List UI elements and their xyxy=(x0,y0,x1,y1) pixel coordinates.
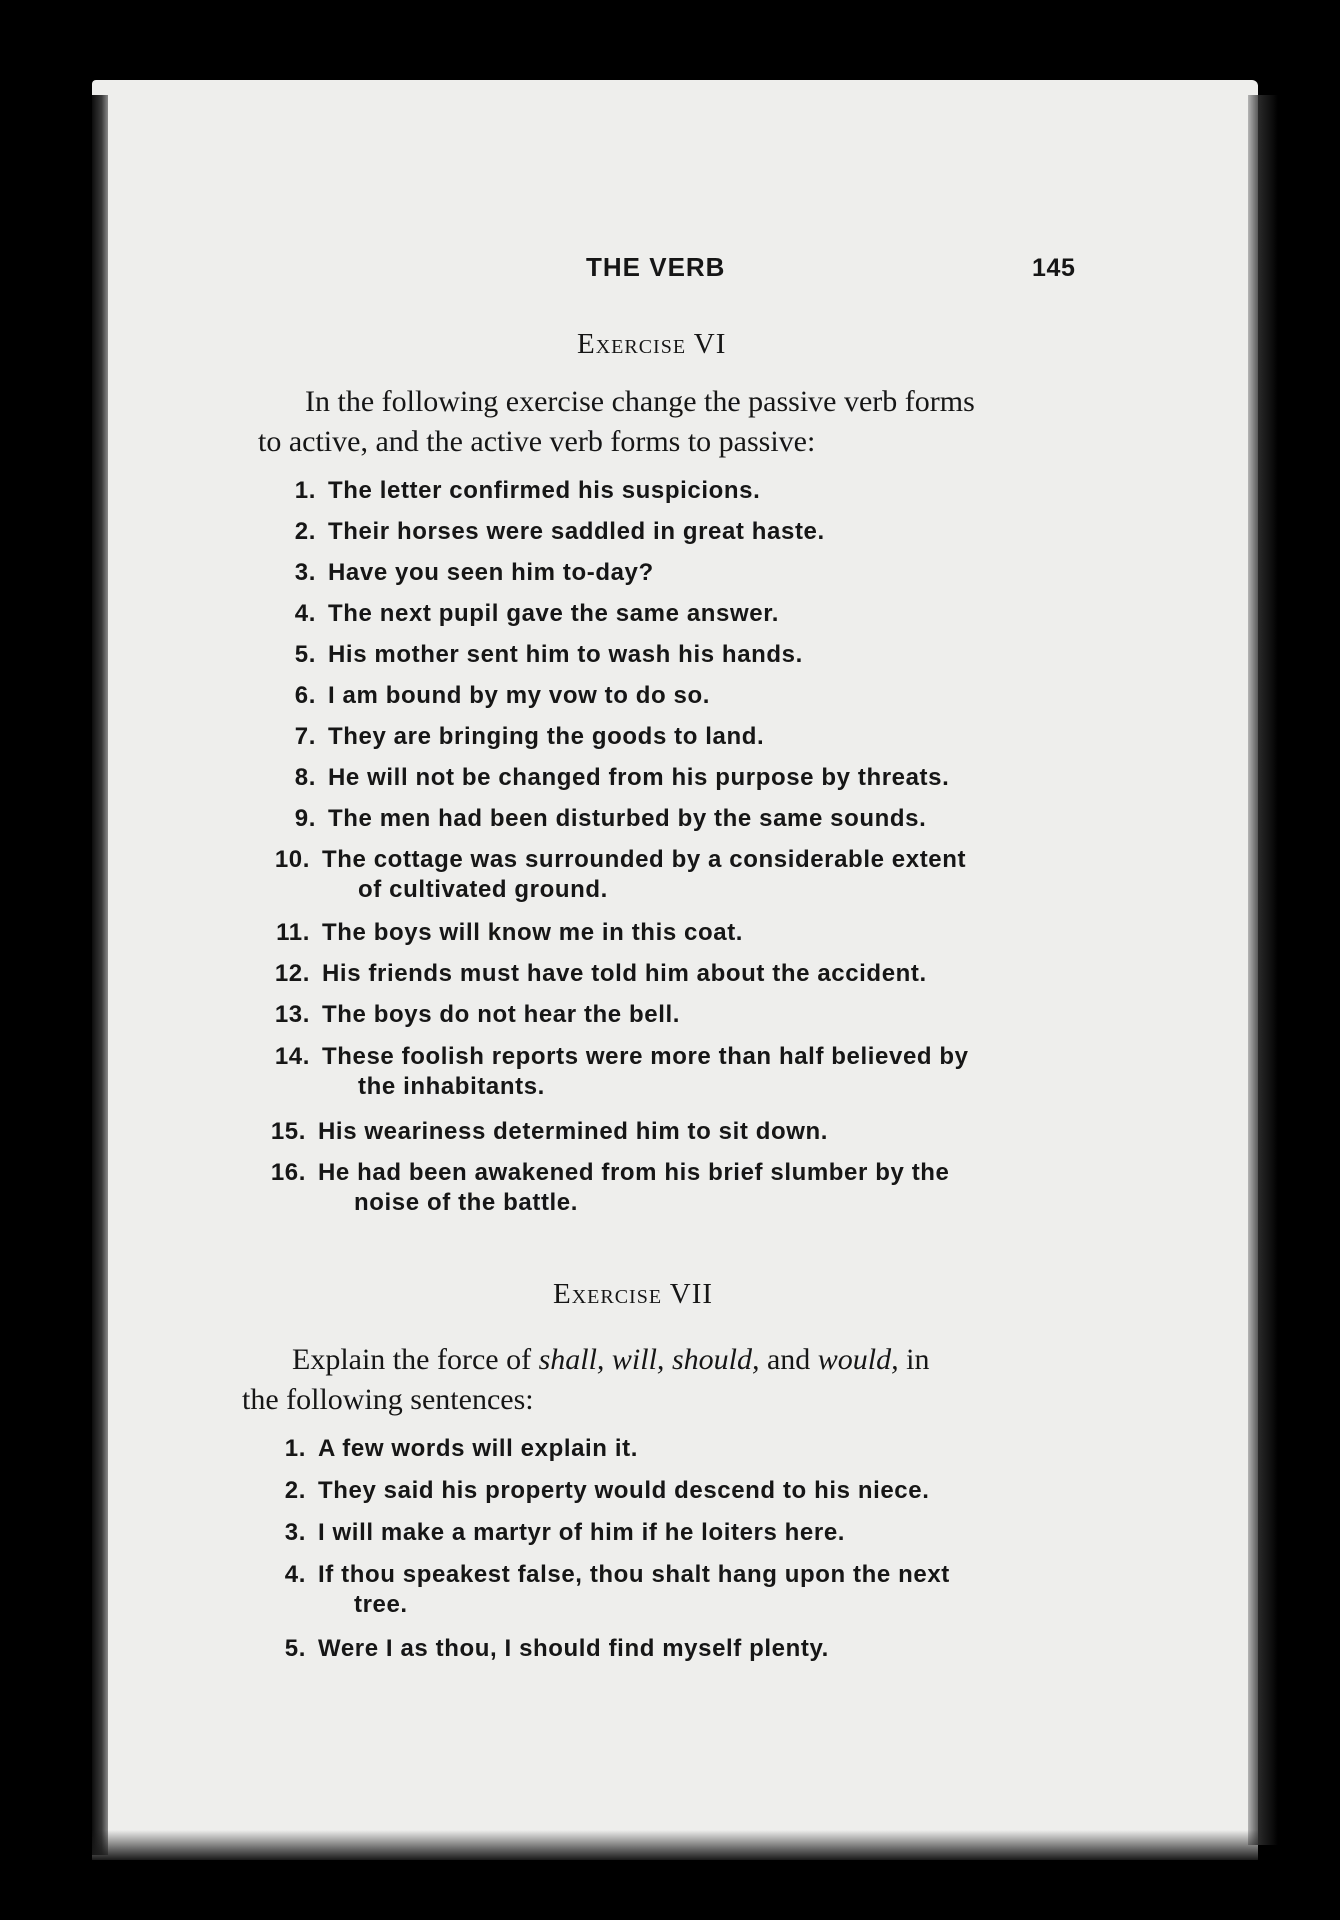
item-number: 7. xyxy=(294,723,316,750)
item-number: 3. xyxy=(294,559,316,586)
list-item-line xyxy=(266,959,927,989)
page-number: 145 xyxy=(1032,254,1076,282)
item-number: 8. xyxy=(294,764,316,791)
item-text-continued: of cultivated ground. xyxy=(358,876,608,903)
item-number: 6. xyxy=(294,682,316,709)
item-text: The next pupil gave the same answer. xyxy=(328,600,780,627)
item-number: 15. xyxy=(270,1118,306,1145)
list-item xyxy=(272,476,760,506)
item-text: They said his property would descend to his niece. xyxy=(318,1477,930,1504)
page-gutter-shadow xyxy=(92,95,108,1855)
word-should: should, xyxy=(671,1343,760,1376)
item-text: A few words will explain it. xyxy=(318,1435,638,1462)
item-number: 14. xyxy=(274,1043,310,1070)
page-right-edge xyxy=(1248,95,1258,1845)
item-number: 3. xyxy=(284,1519,306,1546)
item-number: 2. xyxy=(284,1477,306,1504)
exercise-6-instruction-line2: to active, and the active verb forms to passive: xyxy=(258,425,816,458)
list-item xyxy=(262,1158,950,1218)
list-item-line xyxy=(272,640,803,670)
list-item-line xyxy=(266,918,743,948)
list-item-line xyxy=(272,517,825,547)
list-item-line xyxy=(262,1434,638,1464)
item-text: They are bringing the goods to land. xyxy=(328,723,765,750)
item-number: 4. xyxy=(284,1561,306,1588)
list-item-line xyxy=(262,1117,828,1147)
list-item xyxy=(262,1634,829,1664)
list-item-line xyxy=(266,845,966,875)
item-number: 5. xyxy=(284,1635,306,1662)
word-would: would, xyxy=(817,1343,899,1376)
item-text: I am bound by my vow to do so. xyxy=(328,682,711,709)
item-number: 1. xyxy=(284,1435,306,1462)
list-item-line xyxy=(262,1634,829,1664)
item-text: His mother sent him to wash his hands. xyxy=(328,641,803,668)
page-bottom-shadow xyxy=(92,1830,1258,1860)
item-number: 9. xyxy=(294,805,316,832)
word-in: in xyxy=(906,1343,930,1376)
item-number: 1. xyxy=(294,477,316,504)
list-item-line xyxy=(262,1158,950,1188)
item-number: 11. xyxy=(276,919,310,946)
word-will: will, xyxy=(611,1343,665,1376)
list-item-line xyxy=(272,558,654,588)
list-item-line xyxy=(272,476,760,506)
list-item-line xyxy=(272,681,710,711)
item-text: The boys will know me in this coat. xyxy=(322,919,744,946)
list-item xyxy=(272,517,825,547)
item-text: I will make a martyr of him if he loiters here. xyxy=(318,1519,846,1546)
list-item xyxy=(272,640,803,670)
list-item-line xyxy=(272,722,764,752)
item-text: The cottage was surrounded by a considerable extent xyxy=(322,846,967,873)
exercise-6-heading: Exercise VI xyxy=(577,328,727,360)
book-edge-shadow xyxy=(1258,95,1278,1845)
list-item xyxy=(262,1476,929,1506)
item-number: 4. xyxy=(294,600,316,627)
item-text: Have you seen him to-day? xyxy=(328,559,654,586)
item-number: 5. xyxy=(294,641,316,668)
list-item-line xyxy=(262,1560,950,1590)
exercise-6-instruction-line1: In the following exercise change the passive verb forms xyxy=(305,385,975,418)
item-number: 16. xyxy=(270,1159,306,1186)
list-item-line xyxy=(262,1476,929,1506)
list-item xyxy=(266,1000,680,1030)
exercise-7-heading: Exercise VII xyxy=(553,1278,714,1310)
list-item xyxy=(266,918,743,948)
item-text-continued: tree. xyxy=(354,1591,408,1618)
list-item xyxy=(266,959,927,989)
list-item xyxy=(262,1560,950,1620)
list-item-line xyxy=(272,599,779,629)
item-text: If thou speakest false, thou shalt hang upon the next xyxy=(318,1561,950,1588)
list-item xyxy=(272,558,654,588)
word-shall: shall, xyxy=(538,1343,605,1376)
exercise-7-instruction-line2: the following sentences: xyxy=(242,1383,534,1416)
list-item xyxy=(272,763,949,793)
instruction-text: Explain the force of xyxy=(292,1343,532,1376)
list-item xyxy=(272,804,926,834)
item-number: 10. xyxy=(274,846,310,873)
list-item xyxy=(262,1434,638,1464)
list-item xyxy=(262,1518,845,1548)
item-text-continued: the inhabitants. xyxy=(358,1073,545,1100)
item-text: His weariness determined him to sit down. xyxy=(318,1118,829,1145)
list-item-line xyxy=(262,1518,845,1548)
item-text: He will not be changed from his purpose by threats. xyxy=(328,764,950,791)
running-head: THE VERB xyxy=(586,252,726,282)
list-item xyxy=(266,1042,969,1102)
list-item xyxy=(272,681,710,711)
list-item-line xyxy=(266,1042,969,1072)
item-text: The boys do not hear the bell. xyxy=(322,1001,681,1028)
word-and: and xyxy=(766,1343,811,1376)
item-text-continued: noise of the battle. xyxy=(354,1189,579,1216)
item-text: Were I as thou, I should find myself plenty. xyxy=(318,1635,829,1662)
item-text: He had been awakened from his brief slumber by the xyxy=(318,1159,950,1186)
list-item-line xyxy=(272,763,949,793)
list-item xyxy=(262,1117,828,1147)
list-item xyxy=(272,722,764,752)
item-text: His friends must have told him about the accident. xyxy=(322,960,927,987)
exercise-7-instruction-line1 xyxy=(292,1340,929,1380)
item-text: The letter confirmed his suspicions. xyxy=(328,477,761,504)
list-item xyxy=(266,845,966,905)
item-text: Their horses were saddled in great haste. xyxy=(328,518,825,545)
item-text: These foolish reports were more than half believed by xyxy=(322,1043,969,1070)
list-item-line xyxy=(272,804,926,834)
list-item xyxy=(272,599,779,629)
list-item-line xyxy=(266,1000,680,1030)
item-number: 2. xyxy=(294,518,316,545)
item-text: The men had been disturbed by the same sounds. xyxy=(328,805,927,832)
item-number: 12. xyxy=(274,960,310,987)
item-number: 13. xyxy=(274,1001,310,1028)
